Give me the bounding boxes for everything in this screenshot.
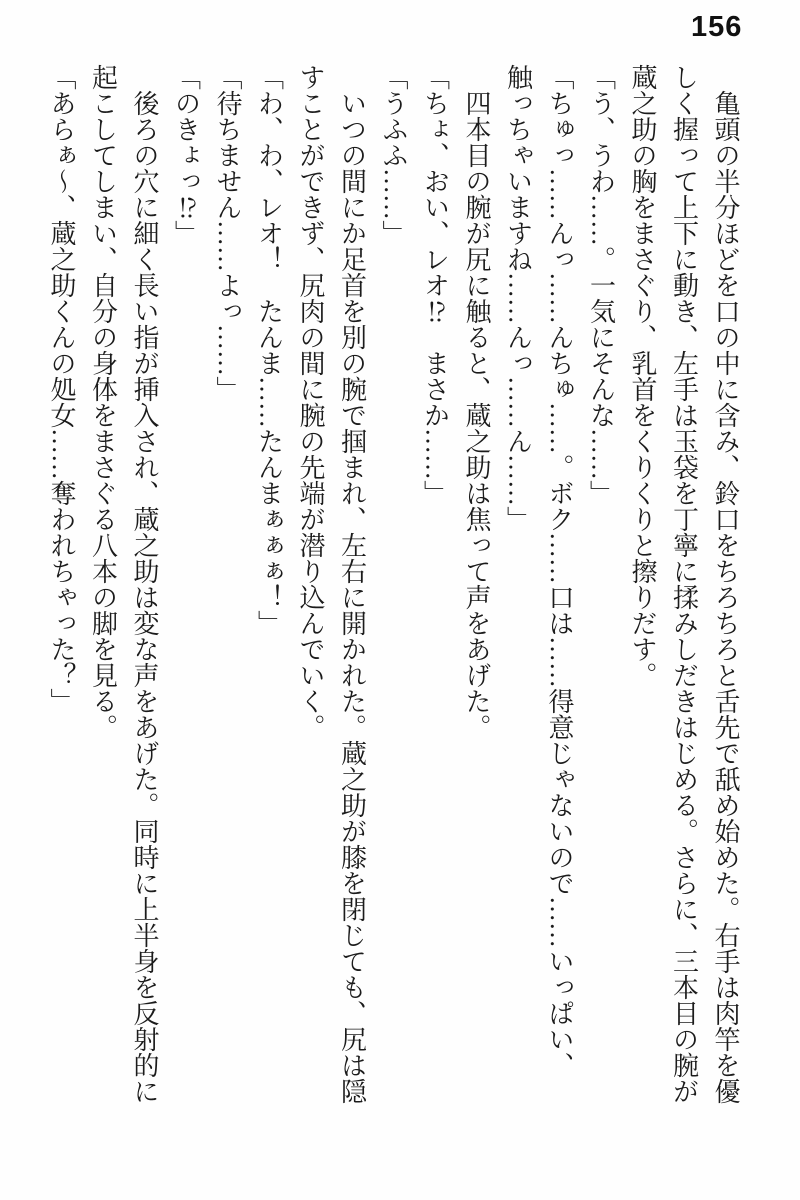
text-column: 「わ、わ、レオ！ たんま……たんまぁぁぁ！」 (254, 64, 284, 636)
text-column: 「う、うわ……。一気にそんな……」 (586, 64, 616, 506)
page-number: 156 (691, 11, 743, 43)
text-column: 「あらぁ～、蔵之助くんの処女……奪われちゃった？」 (47, 64, 76, 714)
vertical-text-block (41, 64, 747, 1112)
text-column: 「ちょ、おい、レオ⁉ まさか……」 (420, 64, 450, 506)
text-column: 触っちゃいますね……んっ……ん……」 (503, 64, 533, 532)
text-column: 起こしてしまい、自分の身体をまさぐる八本の脚を見る。 (88, 64, 118, 740)
text-column: 蔵之助の胸をまさぐり、乳首をくりくりと擦りだす。 (628, 64, 657, 688)
text-column: 「待ちません……よっ……」 (213, 64, 242, 402)
text-column: 四本目の腕が尻に触ると、蔵之助は焦って声をあげた。 (462, 64, 491, 740)
text-column: いつの間にか足首を別の腕で掴まれ、左右に開かれた。蔵之助が膝を閉じても、尻は隠 (337, 64, 367, 1104)
text-column: 「のきょっ⁉」 (171, 64, 201, 246)
text-column: しく握って上下に動き、左手は玉袋を丁寧に揉みしだきはじめる。さらに、三本目の腕が (669, 64, 699, 1104)
text-column: 亀頭の半分ほどを口の中に含み、鈴口をちろちろと舌先で舐め始めた。右手は肉竿を優 (711, 64, 740, 1104)
text-column: 「ちゅっ……んっ……んちゅ……。ボク……口は……得意じゃないので……いっぱい、 (545, 64, 574, 1078)
text-column: 後ろの穴に細く長い指が挿入され、蔵之助は変な声をあげた。同時に上半身を反射的に (130, 64, 159, 1104)
text-column: 「うふふ……」 (379, 64, 408, 246)
text-column: すことができず、尻肉の間に腕の先端が潜り込んでいく。 (296, 64, 325, 740)
